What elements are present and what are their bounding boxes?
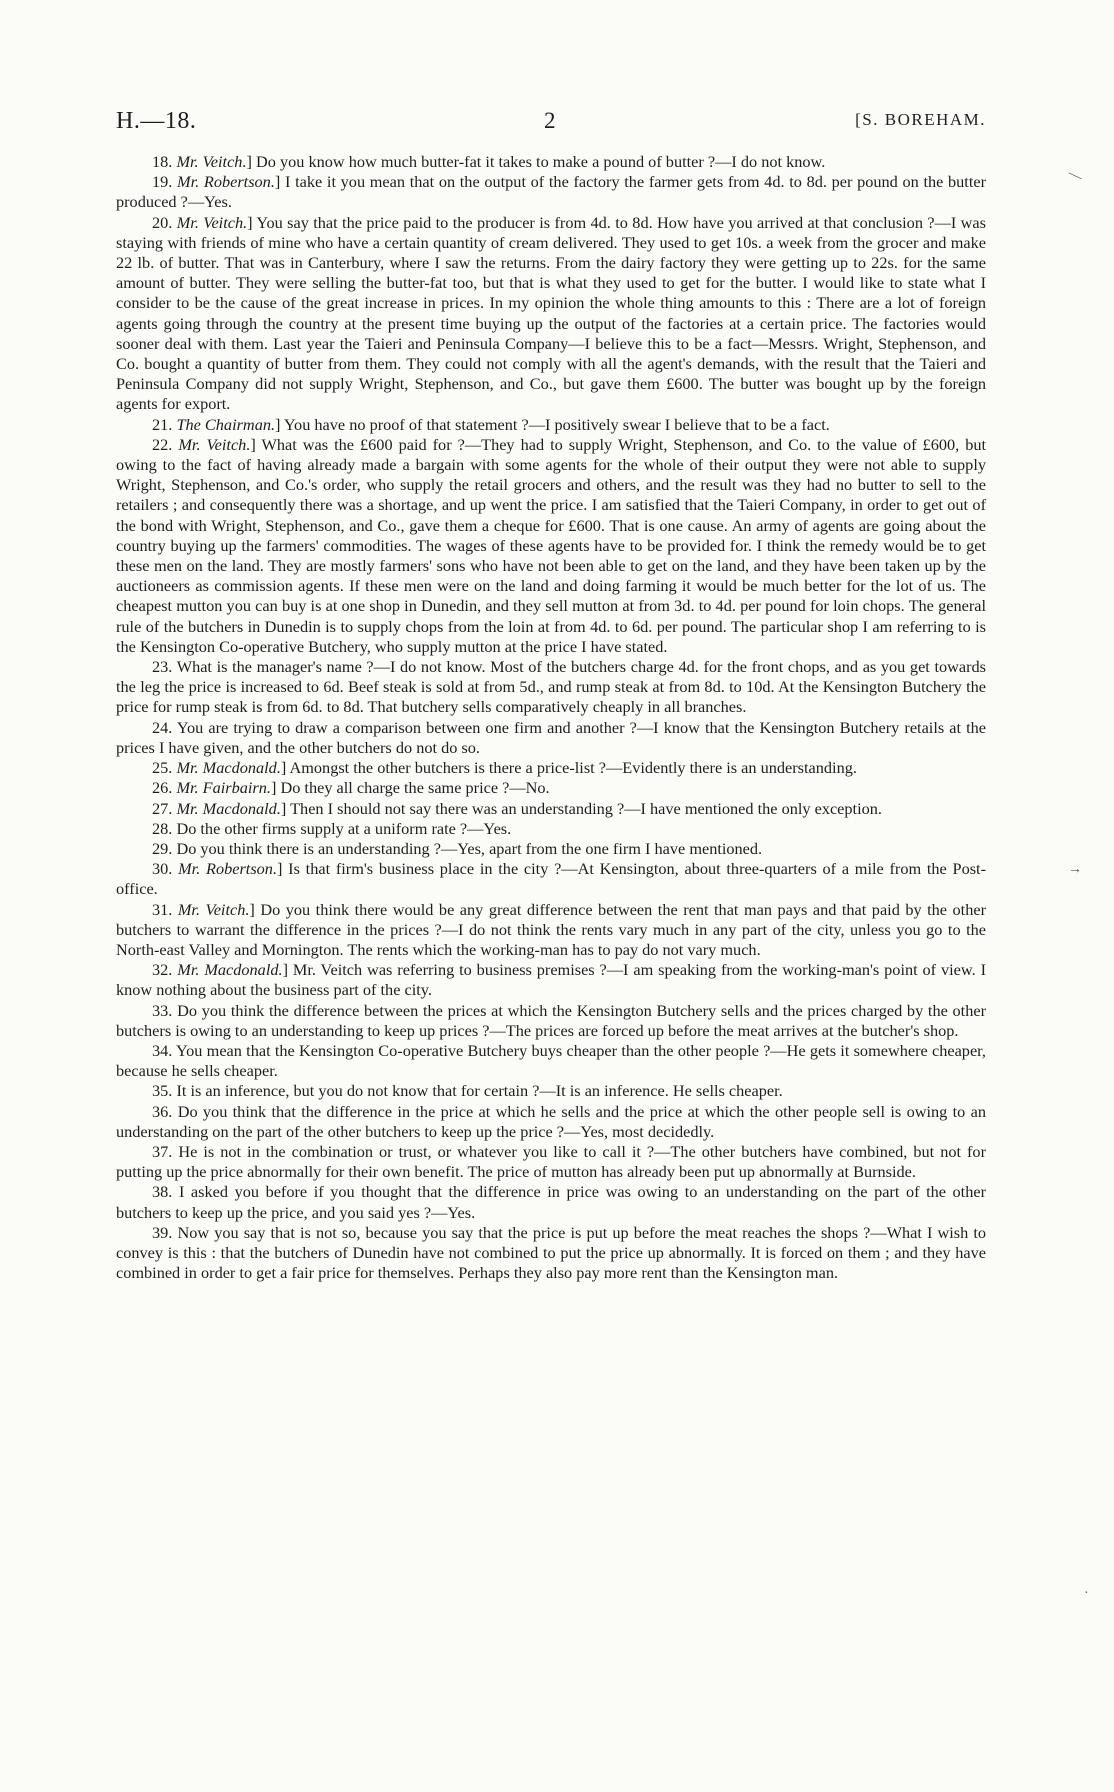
speaker: Mr. Robertson. — [177, 172, 275, 192]
paragraph-26 — [116, 778, 986, 798]
paragraph-number: 32. — [152, 960, 173, 980]
paragraph-text: Now you say that is not so, because you say that the price is put up before the meat reaches the shops ?—What I wish to convey is this : that the butchers of Dunedin have not combined to put the price up abnormally. It is forced on them ; and they have combined in order to get a fair price for themselves. Perhaps they also pay more rent than the Kensington man. — [116, 1222, 986, 1283]
paragraph-text: ] Amongst the other butchers is there a price-list ?—Evidently there is an understanding. — [280, 758, 857, 778]
scan-mark-middle: → — [1068, 862, 1082, 877]
paragraph-text: It is an inference, but you do not know that for certain ?—It is an inference. He sells cheaper. — [176, 1081, 783, 1101]
speaker: Mr. Robertson. — [178, 859, 278, 879]
paragraph-text: ] Mr. Veitch was referring to business premises ?—I am speaking from the working-man's point of view. I know nothing about the business part of the city. — [116, 960, 986, 1000]
speaker: Mr. Veitch. — [176, 212, 248, 232]
paragraph-text: What is the manager's name ?—I do not know. Most of the butchers charge 4d. for the front chops, and as you get towards the leg the price is increased to 6d. Beef steak is sold at from 5d., and rump steak at from 8d. to 10d. At the Kensington Butchery the price for rump steak is from 6d. to 8d. That butchery sells comparatively cheaply in all branches. — [116, 657, 987, 717]
paragraph-number: 22. — [152, 434, 173, 454]
paragraph-23 — [116, 657, 986, 718]
speaker: Mr. Macdonald. — [176, 798, 281, 818]
speaker: Mr. Fairbairn. — [176, 778, 271, 798]
paragraph-text: I asked you before if you thought that the difference in price was owing to an understanding on the part of the other butchers to keep up the price, and you said yes ?—Yes. — [116, 1182, 986, 1222]
paragraph-22 — [116, 435, 986, 657]
paragraph-number: 23. — [152, 657, 173, 677]
paragraph-number: 21. — [152, 414, 173, 434]
witness-name: [S. BOREHAM. — [855, 110, 986, 129]
paragraph-37 — [116, 1142, 986, 1182]
speaker: Mr. Veitch. — [178, 434, 251, 454]
page-header — [116, 108, 986, 142]
paragraph-text: You mean that the Kensington Co-operative Butchery buys cheaper than the other people ?—He gets it somewhere cheaper, because he sells cheaper. — [116, 1040, 987, 1081]
paragraph-number: 38. — [152, 1182, 173, 1202]
paragraph-34 — [116, 1041, 986, 1081]
paragraph-29 — [116, 839, 986, 859]
paragraph-31 — [116, 900, 986, 961]
scan-mark-top: — — [1065, 165, 1085, 186]
paragraph-text: ] Is that firm's business place in the city ?—At Kensington, about three-quarters of a mile from the Post-office. — [116, 859, 986, 899]
document-body — [116, 152, 986, 1283]
paragraph-28 — [116, 819, 986, 839]
speaker: Mr. Macdonald. — [176, 758, 281, 778]
paragraph-text: ] You have no proof of that statement ?—I positively swear I believe that to be a fact. — [275, 414, 830, 434]
paragraph-number: 19. — [152, 172, 173, 192]
paragraph-38 — [116, 1182, 986, 1222]
paragraph-number: 34. — [152, 1040, 173, 1060]
paragraph-number: 20. — [152, 212, 173, 232]
paragraph-text: Do the other firms supply at a uniform rate ?—Yes. — [176, 818, 512, 838]
paragraph-32 — [116, 960, 986, 1000]
paragraph-30 — [116, 859, 986, 899]
paragraph-35 — [116, 1081, 986, 1101]
paragraph-number: 36. — [152, 1101, 173, 1121]
speaker: Mr. Veitch. — [176, 152, 247, 171]
paragraph-number: 26. — [152, 778, 173, 798]
paragraph-21 — [116, 415, 986, 435]
speaker: Mr. Veitch. — [177, 899, 250, 919]
paragraph-number: 24. — [152, 717, 173, 737]
paragraph-number: 28. — [152, 818, 173, 838]
scan-mark-bottom: · — [1084, 1586, 1089, 1601]
paragraph-27 — [116, 799, 986, 819]
paragraph-number: 18. — [152, 152, 173, 171]
paragraph-text: Do you think that the difference in the price at which he sells and the price at which the other people sell is owing to an understanding on the part of the other butchers to keep up the price ?—Yes, most decidedly. — [116, 1101, 986, 1141]
paragraph-text: ] You say that the price paid to the producer is from 4d. to 8d. How have you arrived at that conclusion ?—I was staying with friends of mine who have a certain quantity of cream delivered. They used to get 10s. a week from the grocer and make 22 lb. of butter. That was in Canterbury, where I saw the returns. From the dairy factory they were getting up to 22s. for the same amount of butter. They were selling the butter-fat too, but that is what they used to get for the butter. I would like to state what I consider to be the cause of the great increase in prices. In my opinion the whole thing amounts to this : There are a lot of foreign agents going through the country at the present time buying up the output of the factories at a certain price. The factories would sooner deal with them. Last year the Taieri and Peninsula Company—I believe this to be a fact—Messrs. Wright, Stephenson, and Co. bought a quantity of butter from them. They could not comply with all the agent's demands, with the result that the Taieri and Peninsula Company did not supply Wright, Stephenson, and Co., but gave them £600. The butter was bought up by the foreign agents for export. — [116, 212, 986, 414]
document-page — [116, 108, 986, 1283]
paragraph-text: ] Do they all charge the same price ?—No. — [270, 778, 550, 798]
paragraph-text: Do you think the difference between the prices at which the Kensington Butchery sells and the prices charged by the other butchers is owing to an understanding to keep up prices ?—The prices are forced up before the meat arrives at the butcher's shop. — [116, 1000, 986, 1040]
paragraph-24 — [116, 718, 986, 758]
paragraph-number: 27. — [152, 798, 173, 818]
page-number: 2 — [544, 108, 556, 133]
speaker: The Chairman. — [176, 414, 276, 434]
paragraph-text: ] Do you know how much butter-fat it takes to make a pound of butter ?—I do not know. — [246, 152, 826, 171]
paragraph-number: 25. — [152, 758, 173, 778]
paragraph-number: 35. — [152, 1081, 173, 1101]
paragraph-number: 33. — [152, 1000, 173, 1020]
paragraph-25 — [116, 758, 986, 778]
paragraph-39 — [116, 1223, 986, 1284]
paragraph-number: 39. — [152, 1222, 173, 1242]
document-reference: H.—18. — [116, 108, 197, 134]
paragraph-text: ] Then I should not say there was an understanding ?—I have mentioned the only exception. — [280, 798, 882, 818]
paragraph-19 — [116, 172, 986, 212]
paragraph-20 — [116, 213, 986, 415]
paragraph-33 — [116, 1001, 986, 1041]
paragraph-text: You are trying to draw a comparison between one firm and another ?—I know that the Kensington Butchery retails at the prices I have given, and the other butchers do not do so. — [116, 717, 987, 757]
speaker: Mr. Macdonald. — [177, 960, 283, 980]
paragraph-18 — [116, 152, 986, 172]
paragraph-text: He is not in the combination or trust, or whatever you like to call it ?—The other butchers have combined, but not for putting up the price abnormally for their own benefit. The price of mutton has already been put up abnormally at Burnside. — [116, 1141, 986, 1182]
paragraph-text: ] What was the £600 paid for ?—They had to supply Wright, Stephenson, and Co. to the value of £600, but owing to the fact of having already made a bargain with some agents for the whole of their output they were not able to supply Wright, Stephenson, and Co.'s order, who supply the retail grocers and others, and the result was they had no butter to sell to the retailers ; and consequently there was a shortage, and up went the price. I am satisfied that the Taieri Company, in order to get out of the bond with Wright, Stephenson, and Co., gave them a cheque for £600. That is one cause. An army of agents are going about the country buying up the farmers' commodities. The wages of these agents have to be provided for. I think the remedy would be to get these men on the land. They are mostly farmers' sons who have not been able to get on the land, and they have been taken up by the auctioneers as commission agents. If these men were on the land and doing farming it would be much better for the lot of us. The cheapest mutton you can buy is at one shop in Dunedin, and they sell mutton at from 3d. to 4d. per pound for loin chops. The general rule of the butchers in Dunedin is to supply chops from the loin at from 4d. to 6d. per pound. The particular shop I am referring to is the Kensington Co-operative Butchery, who supply mutton at the price I have stated. — [116, 434, 987, 656]
paragraph-text: ] Do you think there would be any great difference between the rent that man pays and that paid by the other butchers to warrant the difference in the prices ?—I do not think the rents vary much in any part of the city, unless you go to the North-east Valley and Mornington. The rents which the working-man has to pay do not vary much. — [116, 899, 986, 959]
paragraph-number: 29. — [152, 838, 173, 858]
paragraph-text: Do you think there is an understanding ?—Yes, apart from the one firm I have mentioned. — [176, 838, 763, 858]
paragraph-text: ] I take it you mean that on the output of the factory the farmer gets from 4d. to 8d. per pound on the butter produced ?—Yes. — [116, 172, 986, 212]
paragraph-number: 31. — [152, 899, 173, 919]
paragraph-number: 37. — [152, 1141, 173, 1161]
paragraph-36 — [116, 1102, 986, 1142]
paragraph-number: 30. — [152, 859, 173, 879]
